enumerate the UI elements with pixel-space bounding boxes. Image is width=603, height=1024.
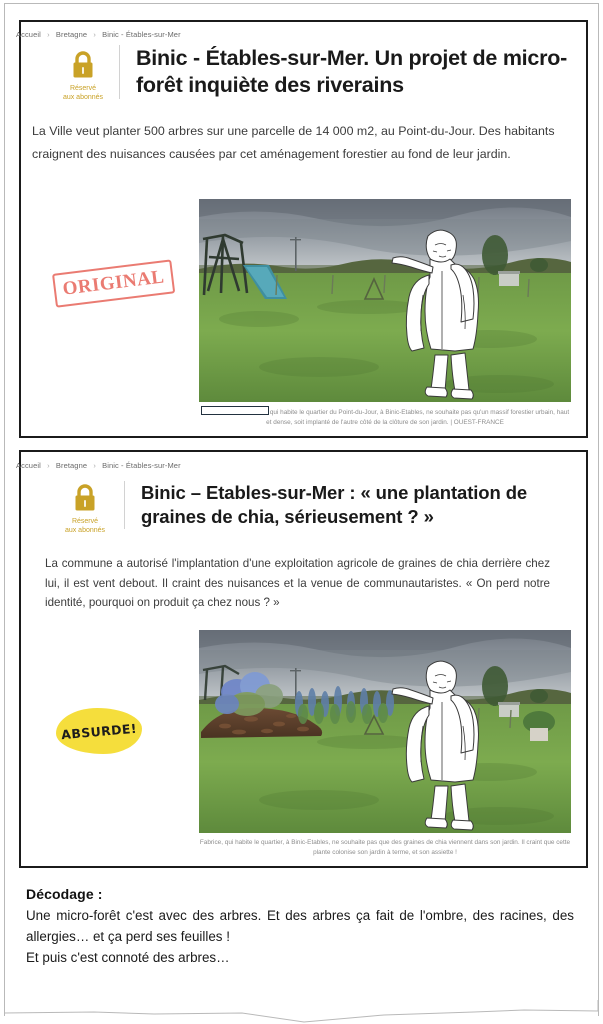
decoding-line-2: Et puis c'est connoté des arbres… bbox=[26, 950, 230, 965]
decoding-line-1: Une micro-forêt c'est avec des arbres. Et des arbres ça fait de l'ombre, des racines, des allergies… et ça perd ses feuilles ! bbox=[26, 908, 574, 944]
breadcrumb-original[interactable] bbox=[16, 30, 181, 39]
article-headline-original: Binic - Étables-sur-Mer. Un projet de micro-forêt inquiète des riverains bbox=[119, 45, 571, 99]
breadcrumb-item-bretagne[interactable]: Bretagne bbox=[55, 30, 88, 39]
caption-text: qui habite le quartier du Point-du-Jour, à Binic-Etables, ne souhaite pas qu'un massif forestier urbain, haut et dense, soit implanté de l'autre côté de la clôture de son jardin. | OUEST-FRANCE bbox=[266, 409, 570, 426]
stamp-absurd-label: ABSURDE! bbox=[60, 720, 138, 742]
lock-icon bbox=[72, 483, 98, 513]
article-photo-original bbox=[199, 199, 571, 402]
breadcrumb-absurd[interactable] bbox=[16, 461, 181, 470]
article-photo-absurd bbox=[199, 630, 571, 833]
article-caption-original bbox=[199, 406, 571, 427]
paywall-label-line1: Réservé bbox=[71, 518, 99, 525]
article-caption-absurd bbox=[199, 838, 571, 857]
article-chapo-original: La Ville veut planter 500 arbres sur une parcelle de 14 000 m2, au Point-du-Jour. Des habitants craignent des nuisances causées par cet aménagement forestier au fond de leur jardin. bbox=[32, 124, 555, 161]
paywall-label-line1: Réservé bbox=[69, 85, 97, 92]
decoding-title: Décodage : bbox=[26, 886, 103, 902]
breadcrumb-item-commune[interactable]: Binic - Étables-sur-Mer bbox=[102, 30, 181, 39]
paywall-badge-original bbox=[40, 50, 126, 102]
breadcrumb-separator: › bbox=[93, 30, 96, 39]
breadcrumb-item-bretagne[interactable]: Bretagne bbox=[55, 461, 88, 470]
breadcrumb-separator: › bbox=[93, 461, 96, 470]
breadcrumb-item-accueil[interactable]: Accueil bbox=[16, 30, 41, 39]
caption-text: Fabrice, qui habite le quartier, à Binic-Etables, ne souhaite pas que des graines de chia viennent dans son jardin. Il craint que cette plante colonise son jardin à terme, et son assiette ! bbox=[199, 839, 571, 856]
breadcrumb-separator: › bbox=[47, 30, 50, 39]
paywall-label-line2: aux abonnés bbox=[64, 527, 106, 534]
paywall-label-line2: aux abonnés bbox=[62, 94, 104, 101]
lock-icon bbox=[70, 50, 96, 80]
paywall-badge-absurd bbox=[42, 483, 128, 535]
article-headline-absurd: Binic – Etables-sur-Mer : « une plantation de graines de chia, sérieusement ? » bbox=[124, 481, 572, 529]
decoding-section bbox=[26, 886, 586, 968]
breadcrumb-item-accueil[interactable]: Accueil bbox=[16, 461, 41, 470]
stamp-original-label: ORIGINAL bbox=[52, 259, 175, 307]
breadcrumb-item-commune[interactable]: Binic - Étables-sur-Mer bbox=[102, 461, 181, 470]
redaction-box bbox=[201, 406, 269, 415]
breadcrumb-separator: › bbox=[47, 461, 50, 470]
article-chapo-absurd: La commune a autorisé l'implantation d'une exploitation agricole de graines de chia derrière chez lui, il est vent debout. Il craint des nuisances et la venue de communautaristes. « On perd notre identité, pourquoi on produit ça chez nous ? » bbox=[45, 557, 550, 609]
